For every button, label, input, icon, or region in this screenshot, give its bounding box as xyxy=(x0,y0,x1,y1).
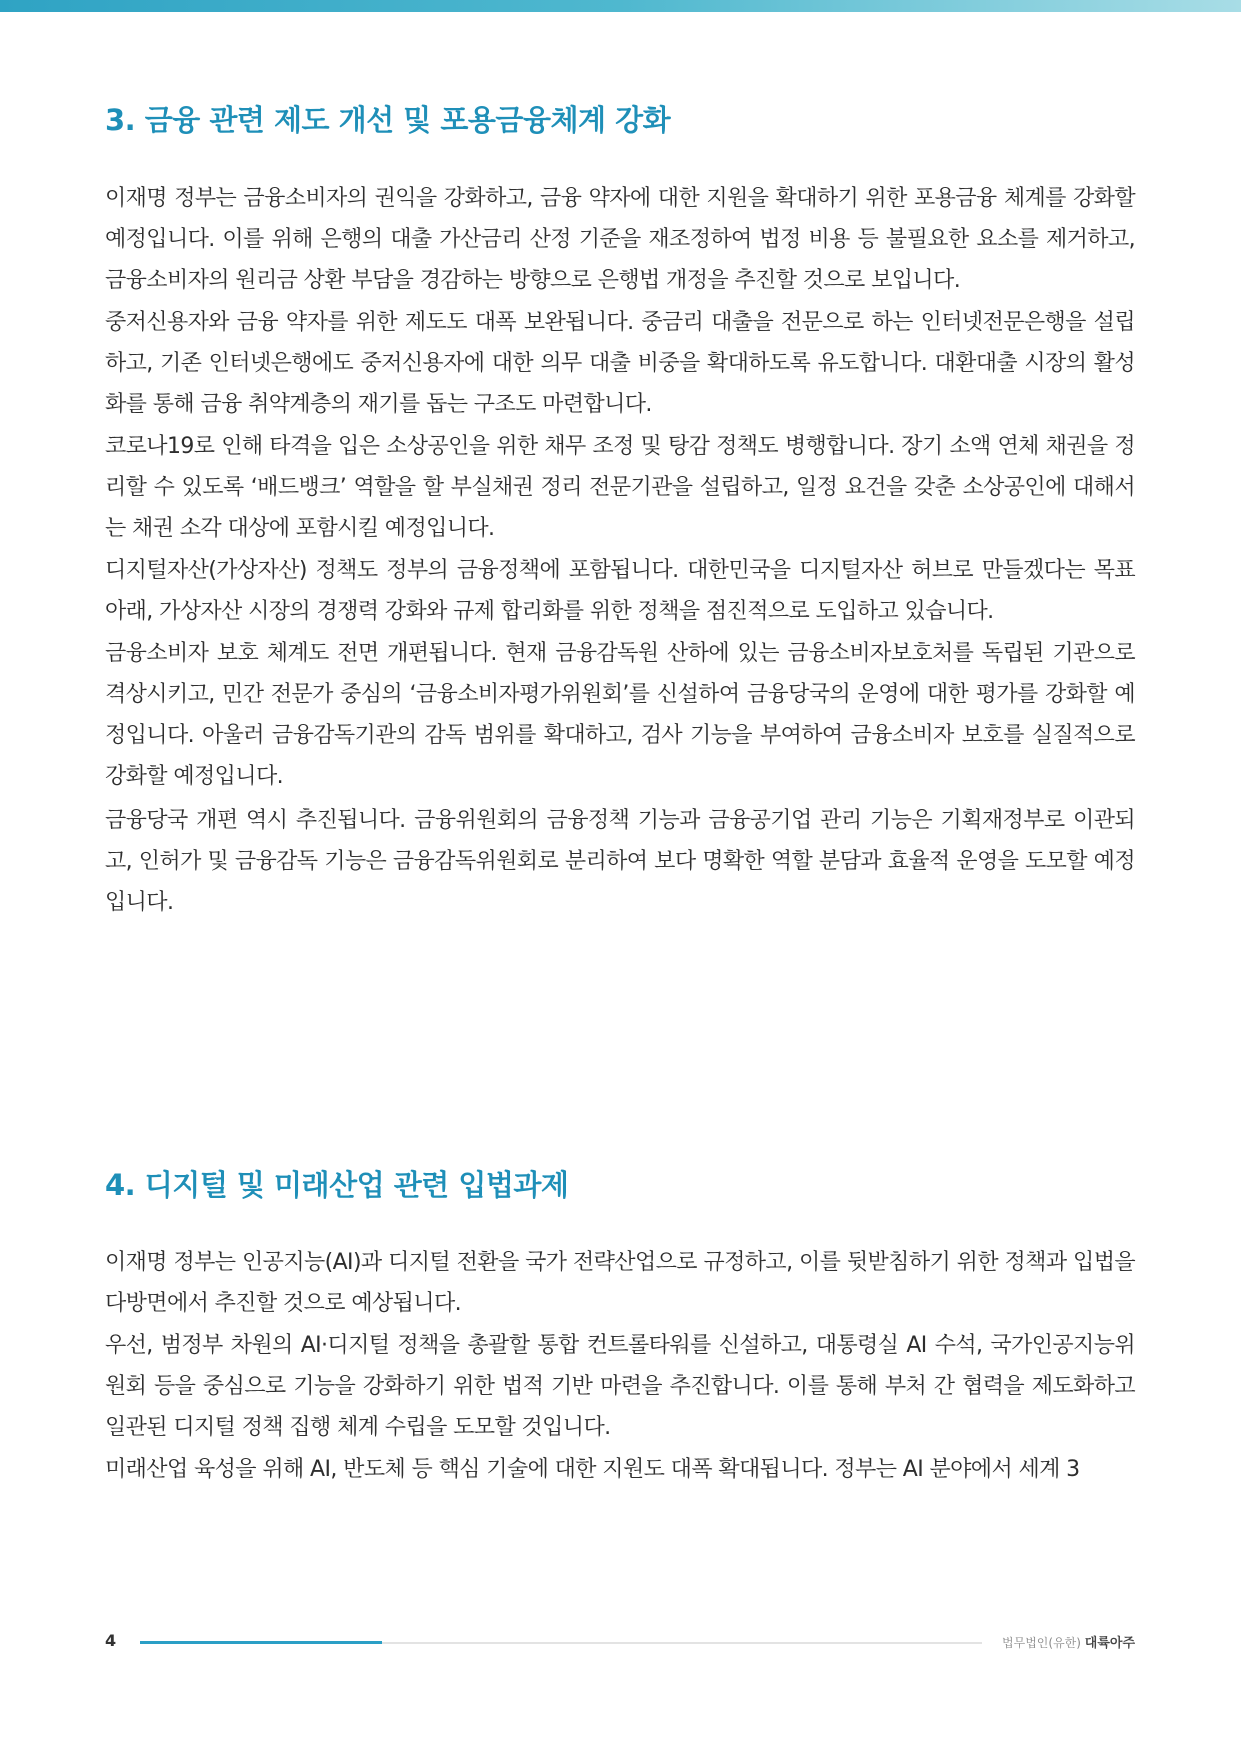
section-3-paragraph-1: 이재명 정부는 금융소비자의 권익을 강화하고, 금융 약자에 대한 지원을 확대하기 위한 포용금융 체계를 강화할 예정입니다. 이를 위해 은행의 대출 가산금리 산정 기준을 재조정하여 법정 비용 등 불필요한 요소를 제거하고, 금융소비자의 원리금 상환 부담을 경감하는 방향으로 은행법 개정을 추진할 것으로 보입니다. xyxy=(105,186,1135,293)
section-4-paragraph-3: 미래산업 육성을 위해 AI, 반도체 등 핵심 기술에 대한 지원도 대폭 확대됩니다. 정부는 AI 분야에서 세계 3 xyxy=(105,1457,1080,1482)
footer-divider-accent xyxy=(140,1641,382,1644)
footer-firm-name xyxy=(1002,1632,1135,1651)
section-3-paragraph-3: 코로나19로 인해 타격을 입은 소상공인을 위한 채무 조정 및 탕감 정책도 병행합니다. 장기 소액 연체 채권을 정리할 수 있도록 ‘배드뱅크’ 역할을 할 부실채권 정리 전문기관을 설립하고, 일정 요건을 갖춘 소상공인에 대해서는 채권 소각 대상에 포함시킬 예정입니다. xyxy=(105,434,1135,541)
section-3-paragraph-2: 중저신용자와 금융 약자를 위한 제도도 대폭 보완됩니다. 중금리 대출을 전문으로 하는 인터넷전문은행을 설립하고, 기존 인터넷은행에도 중저신용자에 대한 의무 대출 비중을 확대하도록 유도합니다. 대환대출 시장의 활성화를 통해 금융 취약계층의 재기를 돕는 구조도 마련합니다. xyxy=(105,310,1135,417)
page-number: 4 xyxy=(105,1631,117,1650)
section-3-heading: 3. 금융 관련 제도 개선 및 포용금융체계 강화 xyxy=(105,103,671,137)
section-4-paragraph-2: 우선, 범정부 차원의 AI·디지털 정책을 총괄할 통합 컨트롤타워를 신설하고, 대통령실 AI 수석, 국가인공지능위원회 등을 중심으로 기능을 강화하기 위한 법적 기반 마련을 추진합니다. 이를 통해 부처 간 협력을 제도화하고 일관된 디지털 정책 집행 체계 수립을 도모할 것입니다. xyxy=(105,1333,1135,1440)
section-4-paragraph-1: 이재명 정부는 인공지능(AI)과 디지털 전환을 국가 전략산업으로 규정하고, 이를 뒷받침하기 위한 정책과 입법을 다방면에서 추진할 것으로 예상됩니다. xyxy=(105,1250,1135,1316)
footer-firm-prefix: 법무법인(유한) xyxy=(1002,1636,1081,1650)
section-3-paragraph-4: 디지털자산(가상자산) 정책도 정부의 금융정책에 포함됩니다. 대한민국을 디지털자산 허브로 만들겠다는 목표 아래, 가상자산 시장의 경쟁력 강화와 규제 합리화를 위한 정책을 점진적으로 도입하고 있습니다. xyxy=(105,558,1135,624)
section-3-paragraph-5: 금융소비자 보호 체계도 전면 개편됩니다. 현재 금융감독원 산하에 있는 금융소비자보호처를 독립된 기관으로 격상시키고, 민간 전문가 중심의 ‘금융소비자평가위원회’를 신설하여 금융당국의 운영에 대한 평가를 강화할 예정입니다. 아울러 금융감독기관의 감독 범위를 확대하고, 검사 기능을 부여하여 금융소비자 보호를 실질적으로 강화할 예정입니다. xyxy=(105,641,1135,789)
section-3-paragraph-6: 금융당국 개편 역시 추진됩니다. 금융위원회의 금융정책 기능과 금융공기업 관리 기능은 기획재정부로 이관되고, 인허가 및 금융감독 기능은 금융감독위원회로 분리하여 보다 명확한 역할 분담과 효율적 운영을 도모할 예정입니다. xyxy=(105,808,1135,915)
top-accent-bar xyxy=(0,0,1241,12)
section-4-heading: 4. 디지털 및 미래산업 관련 입법과제 xyxy=(105,1168,569,1202)
footer-firm-brand: 대륙아주 xyxy=(1084,1636,1135,1651)
